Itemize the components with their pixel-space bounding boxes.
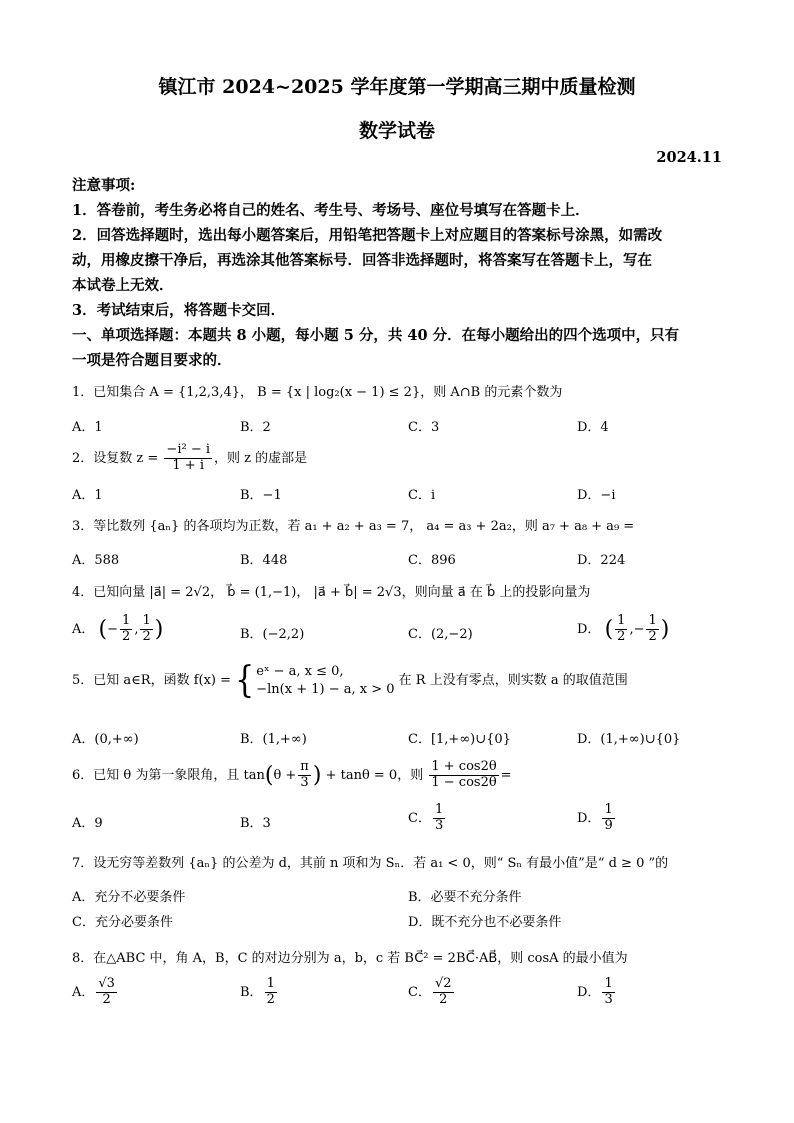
question-1: 1．已知集合 A = {1,2,3,4}， B = {x | log₂(x − 1) ≤ 2}，则 A∩B 的元素个数为	[72, 385, 563, 400]
question-4-option-d-den-1: 2	[617, 628, 626, 644]
section-heading-line-2: 一项是符合题目要求的．	[72, 352, 232, 369]
question-6-numerator: 1 + cos2θ	[431, 759, 497, 774]
question-2-suffix: ，则 z 的虚部是	[214, 450, 308, 466]
question-4-option-d-label: D．	[577, 621, 601, 637]
question-6-suffix: =	[500, 767, 512, 783]
question-2-option-c: C．i	[408, 488, 436, 503]
question-6-denominator: 1 − cos2θ	[431, 774, 497, 790]
question-3-option-a: A．588	[72, 553, 120, 568]
question-6-option-d-label: D．	[577, 810, 601, 826]
question-1-set-a: A = {1,2,3,4}	[149, 385, 240, 400]
question-8-option-a-label: A．	[72, 984, 95, 1000]
exam-title: 镇江市 2024~2025 学年度第一学期高三期中质量检测	[158, 76, 636, 98]
notice-item-2-line-3: 本试卷上无效．	[72, 277, 174, 294]
question-4-option-a: A． (− $\frac{1}{2}$ , $\frac{1}{2}$ )	[72, 613, 164, 644]
question-5-option-c: C．[1,+∞)∪{0}	[408, 732, 511, 747]
question-5-piecewise: { eˣ − a, x ≤ 0, −ln(x + 1) − a, x > 0	[235, 658, 395, 701]
question-7-option-b: B．必要不充分条件	[408, 890, 522, 905]
question-6-option-d-num: 1	[604, 802, 613, 817]
question-5-option-a: A．(0,+∞)	[72, 732, 139, 747]
question-3-option-d: D．224	[577, 553, 626, 568]
question-8-option-c	[408, 977, 456, 1008]
question-1-option-a: A．1	[72, 420, 103, 435]
question-8-option-d	[577, 977, 617, 1008]
question-7-option-d: D．既不充分也不必要条件	[408, 915, 562, 930]
question-3-option-b: B．448	[240, 553, 288, 568]
question-8-option-c-den: 2	[439, 991, 448, 1007]
question-6: 6．已知 θ 为第一象限角，且 tan(θ + $\frac{\pi}{3}$ ) + tanθ = 0，则 $\frac{1 + \cos 2\theta}{1 - \cos 2\theta}$ =	[72, 759, 512, 790]
question-8-option-b	[240, 977, 279, 1008]
question-6-option-d-den: 9	[604, 817, 613, 833]
question-8-option-d-label: D．	[577, 984, 601, 1000]
question-2-option-d: D．−i	[577, 488, 616, 503]
question-4-option-d-den-2: 2	[648, 628, 657, 644]
notice-item-1: 1．答卷前，考生务必将自己的姓名、考生号、考场号、座位号填写在答题卡上．	[72, 202, 590, 219]
question-6-option-b: B．3	[240, 816, 271, 831]
question-6-middle: + tanθ = 0，则	[325, 767, 424, 783]
question-8-option-c-label: C．	[408, 984, 431, 1000]
question-4-option-a-den-2: 2	[142, 628, 151, 644]
notice-heading: 注意事项:	[72, 177, 136, 194]
question-8: 8．在△ABC 中，角 A，B，C 的对边分别为 a，b，c 若 BC⃗² = 2BC⃗·AB⃗，则 cosA 的最小值为	[72, 951, 628, 966]
question-8-option-b-num: 1	[266, 976, 275, 991]
question-2-denominator: 1 + i	[172, 457, 204, 473]
question-5-case-2: −ln(x + 1) − a, x > 0	[256, 681, 395, 697]
question-2-numerator: −i² − i	[166, 442, 210, 457]
question-2-prefix: 2．设复数 z =	[72, 450, 159, 466]
question-1-option-c: C．3	[408, 420, 440, 435]
question-6-pi-den: 3	[300, 774, 309, 790]
question-1-prefix: 1．已知集合	[72, 385, 146, 400]
exam-date: 2024.11	[656, 149, 722, 166]
question-6-inner-left: θ +	[273, 767, 297, 783]
question-4-option-d-num-1: 1	[617, 613, 626, 628]
question-4-option-d-num-2: 1	[648, 613, 657, 628]
question-6-option-c-den: 3	[434, 817, 444, 833]
question-1-option-d: D．4	[577, 420, 609, 435]
question-8-option-c-num: √2	[434, 976, 452, 991]
question-3: 3．等比数列 {aₙ} 的各项均为正数，若 a₁ + a₂ + a₃ = 7， a₄ = a₃ + 2a₂，则 a₇ + a₈ + a₉ =	[72, 519, 635, 534]
question-1-set-b: B = {x | log₂(x − 1) ≤ 2}	[257, 385, 421, 400]
question-5-prefix: 5．已知 a∈R，函数 f(x) =	[72, 673, 232, 689]
question-5-option-b: B．(1,+∞)	[240, 732, 307, 747]
question-6-option-a: A．9	[72, 816, 103, 831]
question-5-case-1: eˣ − a, x ≤ 0,	[256, 664, 344, 679]
question-4-option-a-num-1: 1	[122, 613, 131, 628]
question-4-option-b: B．(−2,2)	[240, 627, 305, 642]
question-4-option-d: D． ( $\frac{1}{2}$ ,− $\frac{1}{2}$ )	[577, 613, 670, 644]
question-8-option-b-den: 2	[266, 991, 275, 1007]
question-5	[72, 658, 628, 701]
question-7-option-c: C．充分必要条件	[72, 915, 173, 930]
notice-item-2-line-2: 动，用橡皮擦干净后，再选涂其他答案标号．回答非选择题时，将答案写在答题卡上，写在	[72, 252, 652, 269]
section-heading-line-1: 一、单项选择题：本题共 8 小题，每小题 5 分，共 40 分．在每小题给出的四个选项中，只有	[72, 327, 680, 344]
question-6-prefix: 6．已知 θ 为第一象限角，且 tan	[72, 767, 265, 783]
question-1-suffix: ，则 A∩B 的元素个数为	[420, 385, 563, 400]
question-6-option-c	[408, 803, 447, 834]
question-8-option-d-den: 3	[604, 991, 613, 1007]
question-5-option-d: D．(1,+∞)∪{0}	[577, 732, 681, 747]
question-8-option-b-label: B．	[240, 984, 263, 1000]
notice-item-2-line-1: 2．回答选择题时，选出每小题答案后，用铅笔把答题卡上对应题目的答案标号涂黑，如需改	[72, 227, 663, 244]
question-8-option-d-num: 1	[604, 976, 613, 991]
question-6-option-c-label: C．	[408, 810, 431, 826]
question-4-option-a-den-1: 2	[122, 628, 131, 644]
question-6-option-c-num: 1	[434, 802, 444, 817]
question-2-fraction	[164, 443, 212, 474]
question-2	[72, 443, 307, 474]
question-6-option-d	[577, 803, 617, 834]
question-4-option-a-label: A．	[72, 621, 95, 637]
question-1-option-b: B．2	[240, 420, 271, 435]
question-8-option-a-den: 2	[102, 991, 111, 1007]
question-3-option-c: C．896	[408, 553, 456, 568]
question-6-pi-num: π	[300, 759, 309, 774]
question-8-option-a	[72, 977, 119, 1008]
question-4-option-a-num-2: 1	[142, 613, 151, 628]
question-7: 7．设无穷等差数列 {aₙ} 的公差为 d，其前 n 项和为 Sₙ．若 a₁ < 0，则“ Sₙ 有最小值”是“ d ≥ 0 ”的	[72, 856, 669, 871]
question-4: 4．已知向量 |a⃗| = 2√2， b⃗ = (1,−1)， |a⃗ + b⃗| = 2√3，则向量 a⃗ 在 b⃗ 上的投影向量为	[72, 585, 591, 600]
question-2-option-a: A．1	[72, 488, 103, 503]
exam-subtitle: 数学试卷	[358, 120, 435, 142]
question-5-suffix: 在 R 上没有零点，则实数 a 的取值范围	[398, 673, 628, 689]
question-8-option-a-num: √3	[98, 976, 115, 991]
notice-item-3: 3．考试结束后，将答题卡交回．	[72, 302, 286, 319]
question-7-option-a: A．充分不必要条件	[72, 890, 186, 905]
question-2-option-b: B．−1	[240, 488, 282, 503]
question-4-option-c: C．(2,−2)	[408, 627, 473, 642]
